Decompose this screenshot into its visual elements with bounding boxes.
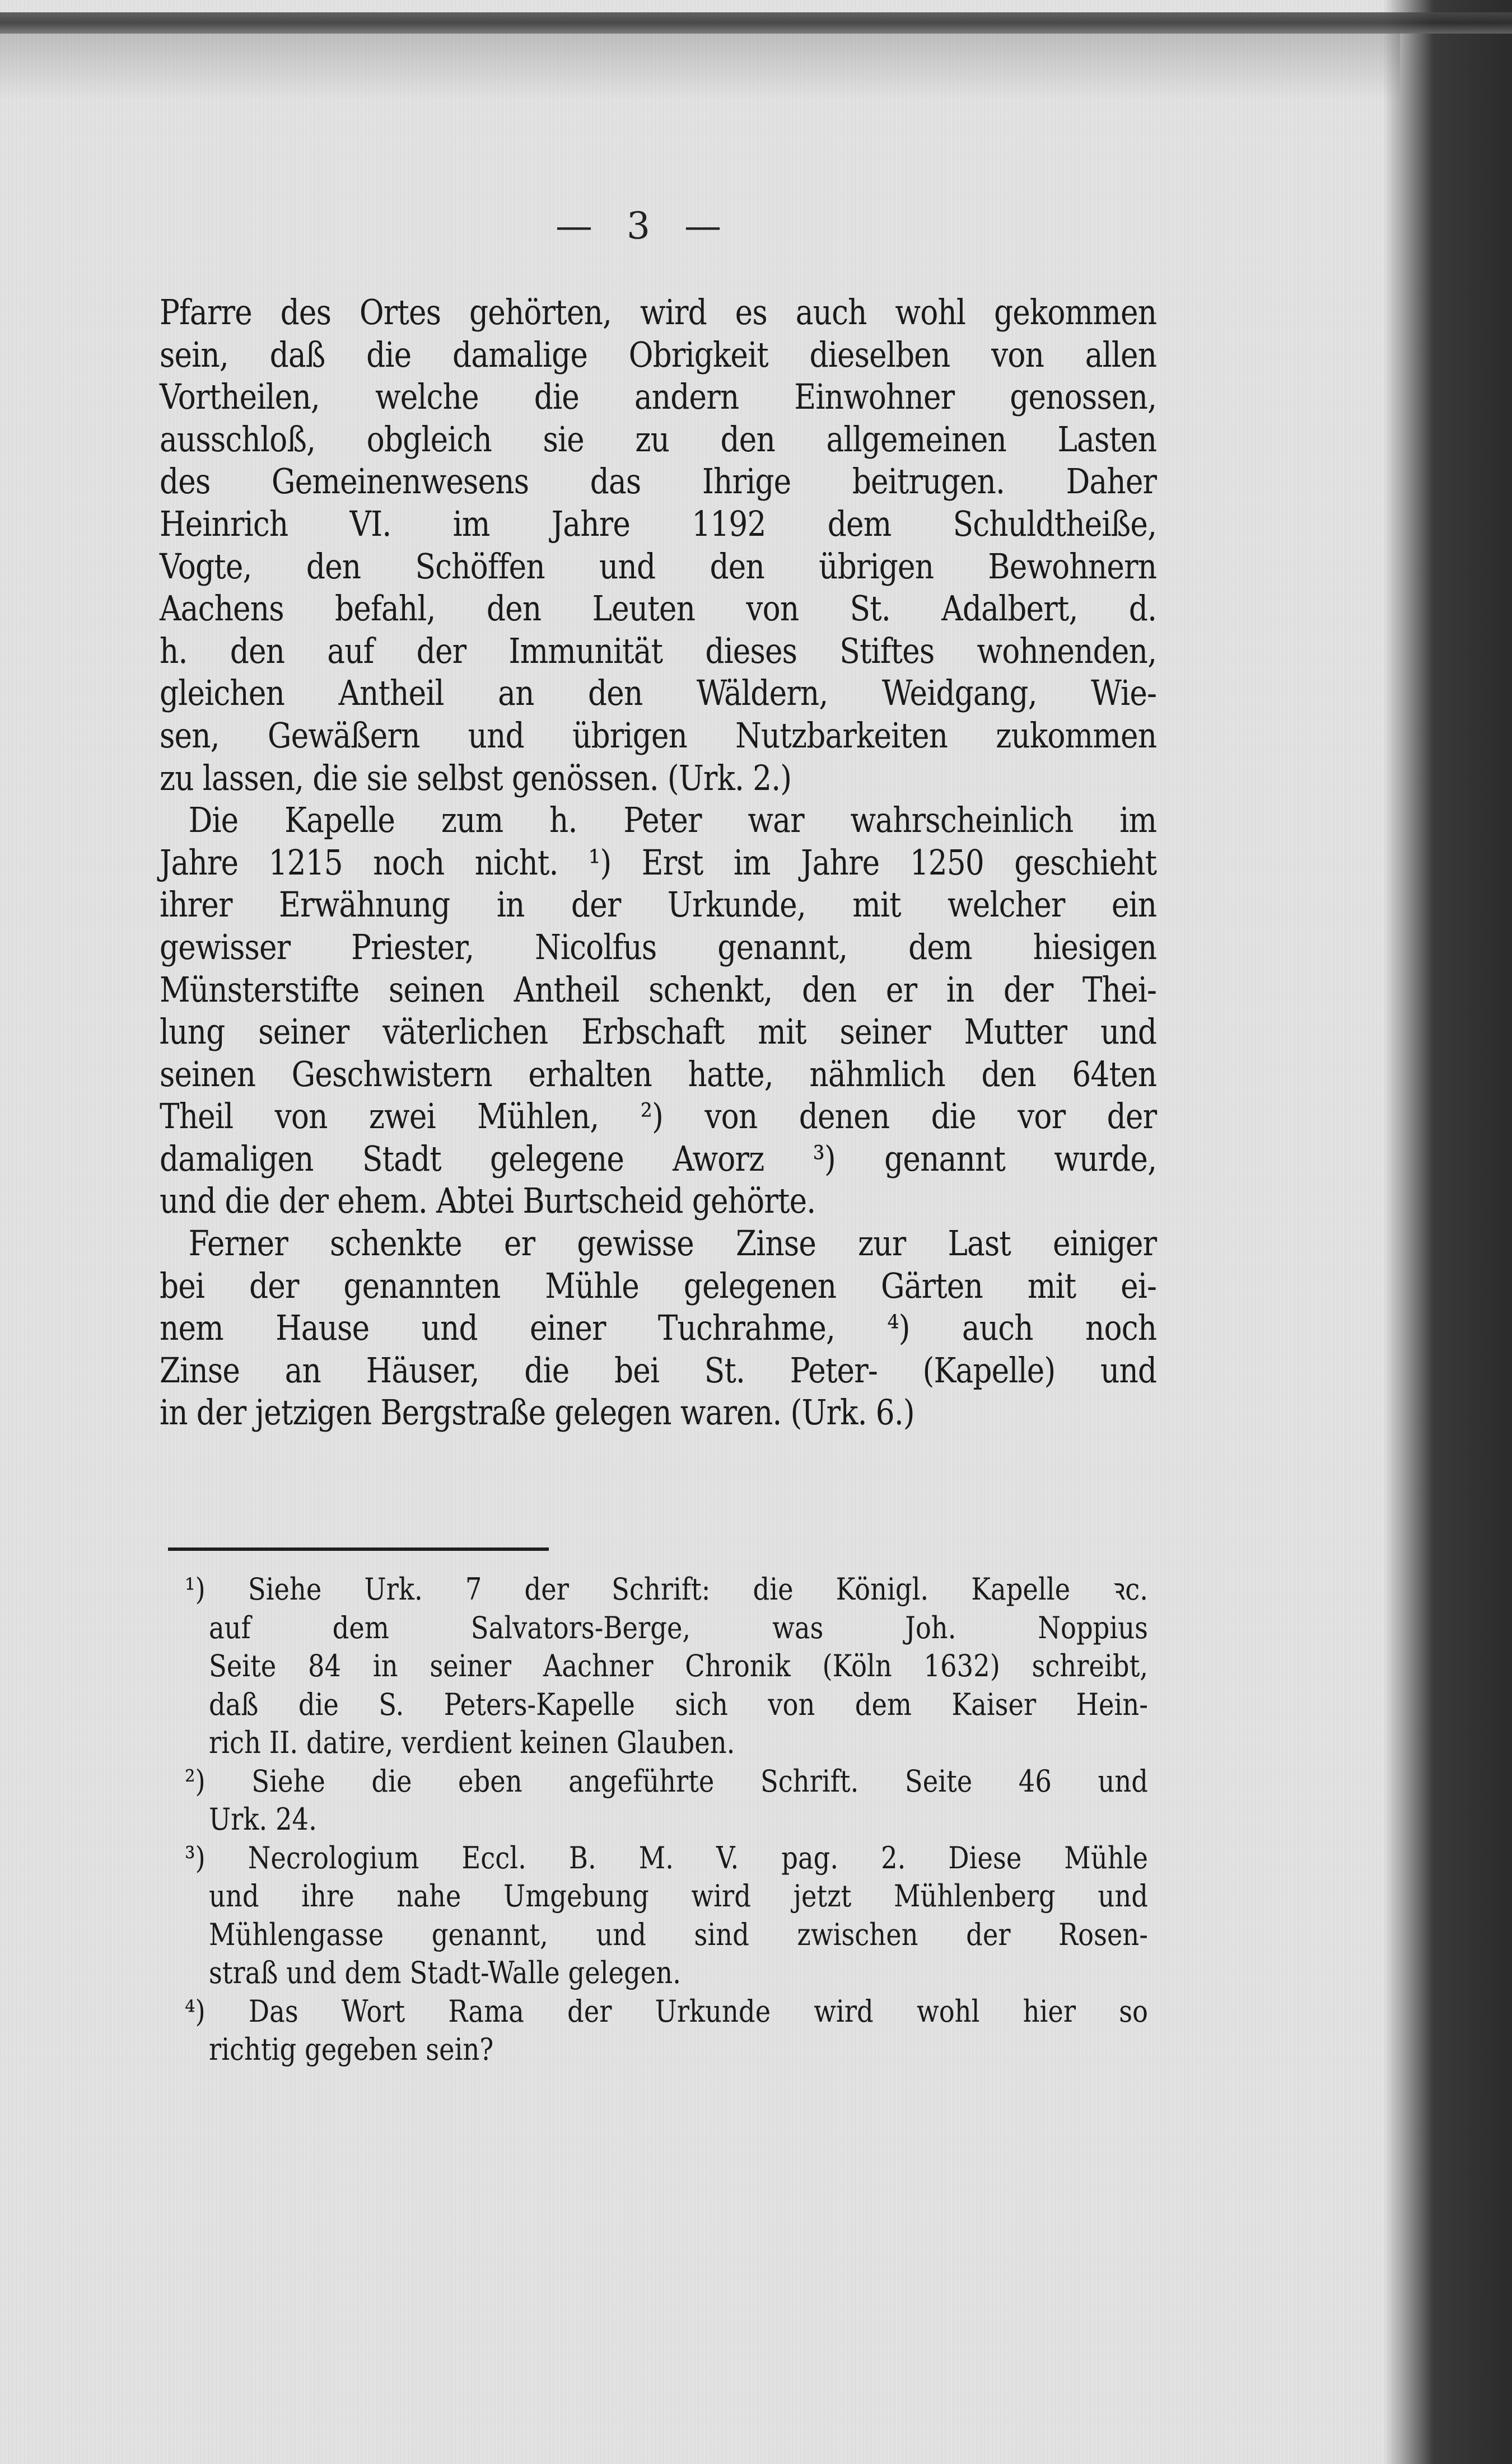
footnotes bbox=[185, 1570, 1148, 2069]
body-line: ihrer Erwähnung in der Urkunde, mit welcher ein bbox=[160, 884, 1157, 925]
body-line: sen, Gewäßern und übrigen Nutzbarkeiten zukommen bbox=[160, 714, 1157, 756]
body-line: sein, daß die damalige Obrigkeit dieselben von allen bbox=[160, 334, 1157, 375]
body-line: zu lassen, die sie selbst genössen. (Urk. 2.) bbox=[160, 757, 792, 798]
body-line: gewisser Priester, Nicolfus genannt, dem hiesigen bbox=[160, 926, 1157, 967]
body-line: damaligen Stadt gelegene Aworz ³) genannt wurde, bbox=[160, 1138, 1157, 1179]
body-line: Pfarre des Ortes gehörten, wird es auch wohl gekommen bbox=[160, 292, 1157, 333]
body-line: nem Hause und einer Tuchrahme, ⁴) auch noch bbox=[160, 1307, 1157, 1349]
footnote-3-line: ³) Necrologium Eccl. B. M. V. pag. 2. Diese Mühle bbox=[185, 1840, 1148, 1876]
body-line: Aachens befahl, den Leuten von St. Adalbert, d. bbox=[160, 588, 1157, 629]
footnote-3-line: und ihre nahe Umgebung wird jetzt Mühlenberg und bbox=[209, 1878, 1148, 1914]
footnote-1-line: daß die S. Peters-Kapelle sich von dem Kaiser Hein- bbox=[209, 1686, 1148, 1722]
footnote-3-line: Mühlengasse genannt, und sind zwischen der Rosen- bbox=[209, 1916, 1148, 1952]
paragraph-start-line: Ferner schenkte er gewisse Zinse zur Last einiger bbox=[188, 1223, 1157, 1264]
scan-top-gradient bbox=[0, 34, 1400, 101]
footnote-1-line: auf dem Salvators-Berge, was Joh. Noppius bbox=[209, 1610, 1148, 1645]
footnote-1-line: rich II. datire, verdient keinen Glauben. bbox=[209, 1725, 735, 1760]
body-line: lung seiner väterlichen Erbschaft mit seiner Mutter und bbox=[160, 1011, 1157, 1053]
paragraph-start-line: Die Kapelle zum h. Peter war wahrscheinlich im bbox=[188, 799, 1157, 841]
footnote-1-line: Seite 84 in seiner Aachner Chronik (Köln 1632) schreibt, bbox=[209, 1648, 1148, 1684]
footnote-3-line: straß und dem Stadt-Walle gelegen. bbox=[209, 1955, 681, 1990]
body-line: Jahre 1215 noch nicht. ¹) Erst im Jahre 1250 geschieht bbox=[160, 841, 1157, 883]
footnote-2-line: ²) Siehe die eben angeführte Schrift. Seite 46 und bbox=[185, 1763, 1148, 1799]
body-line: bei der genannten Mühle gelegenen Gärten mit ei- bbox=[160, 1265, 1157, 1306]
body-line: Zinse an Häuser, die bei St. Peter- (Kapelle) und bbox=[160, 1349, 1157, 1391]
footnote-separator-rule bbox=[168, 1547, 549, 1551]
body-line: und die der ehem. Abtei Burtscheid gehörte. bbox=[160, 1180, 816, 1222]
body-line: Vortheilen, welche die andern Einwohner genossen, bbox=[160, 376, 1157, 418]
body-line: des Gemeinenwesens das Ihrige beitrugen. Daher bbox=[160, 461, 1157, 502]
body-line: Vogte, den Schöffen und den übrigen Bewohnern bbox=[160, 545, 1157, 587]
page-number: — 3 — bbox=[556, 204, 732, 247]
footnote-1-line: ¹) Siehe Urk. 7 der Schrift: die Königl. Kapelle ꝛc. bbox=[185, 1572, 1148, 1607]
body-line: Theil von zwei Mühlen, ²) von denen die vor der bbox=[160, 1096, 1157, 1137]
body-line: seinen Geschwistern erhalten hatte, nähmlich den 64ten bbox=[160, 1053, 1157, 1095]
body-line: Heinrich VI. im Jahre 1192 dem Schuldtheiße, bbox=[160, 503, 1157, 544]
body-line: h. den auf der Immunität dieses Stiftes wohnenden, bbox=[160, 630, 1157, 671]
body-text bbox=[160, 291, 1156, 1434]
footnote-4-line: ⁴) Das Wort Rama der Urkunde wird wohl hier so bbox=[185, 1993, 1148, 2029]
scan-top-edge-shadow bbox=[0, 12, 1512, 34]
footnote-2-line: Urk. 24. bbox=[209, 1802, 317, 1837]
footnote-4-line: richtig gegeben sein? bbox=[209, 2032, 494, 2067]
body-line: Münsterstifte seinen Antheil schenkt, den er in der Thei- bbox=[160, 969, 1157, 1010]
body-line: ausschloß, obgleich sie zu den allgemeinen Lasten bbox=[160, 418, 1157, 460]
body-line: in der jetzigen Bergstraße gelegen waren. (Urk. 6.) bbox=[160, 1392, 914, 1433]
body-line: gleichen Antheil an den Wäldern, Weidgang, Wie- bbox=[160, 672, 1157, 714]
